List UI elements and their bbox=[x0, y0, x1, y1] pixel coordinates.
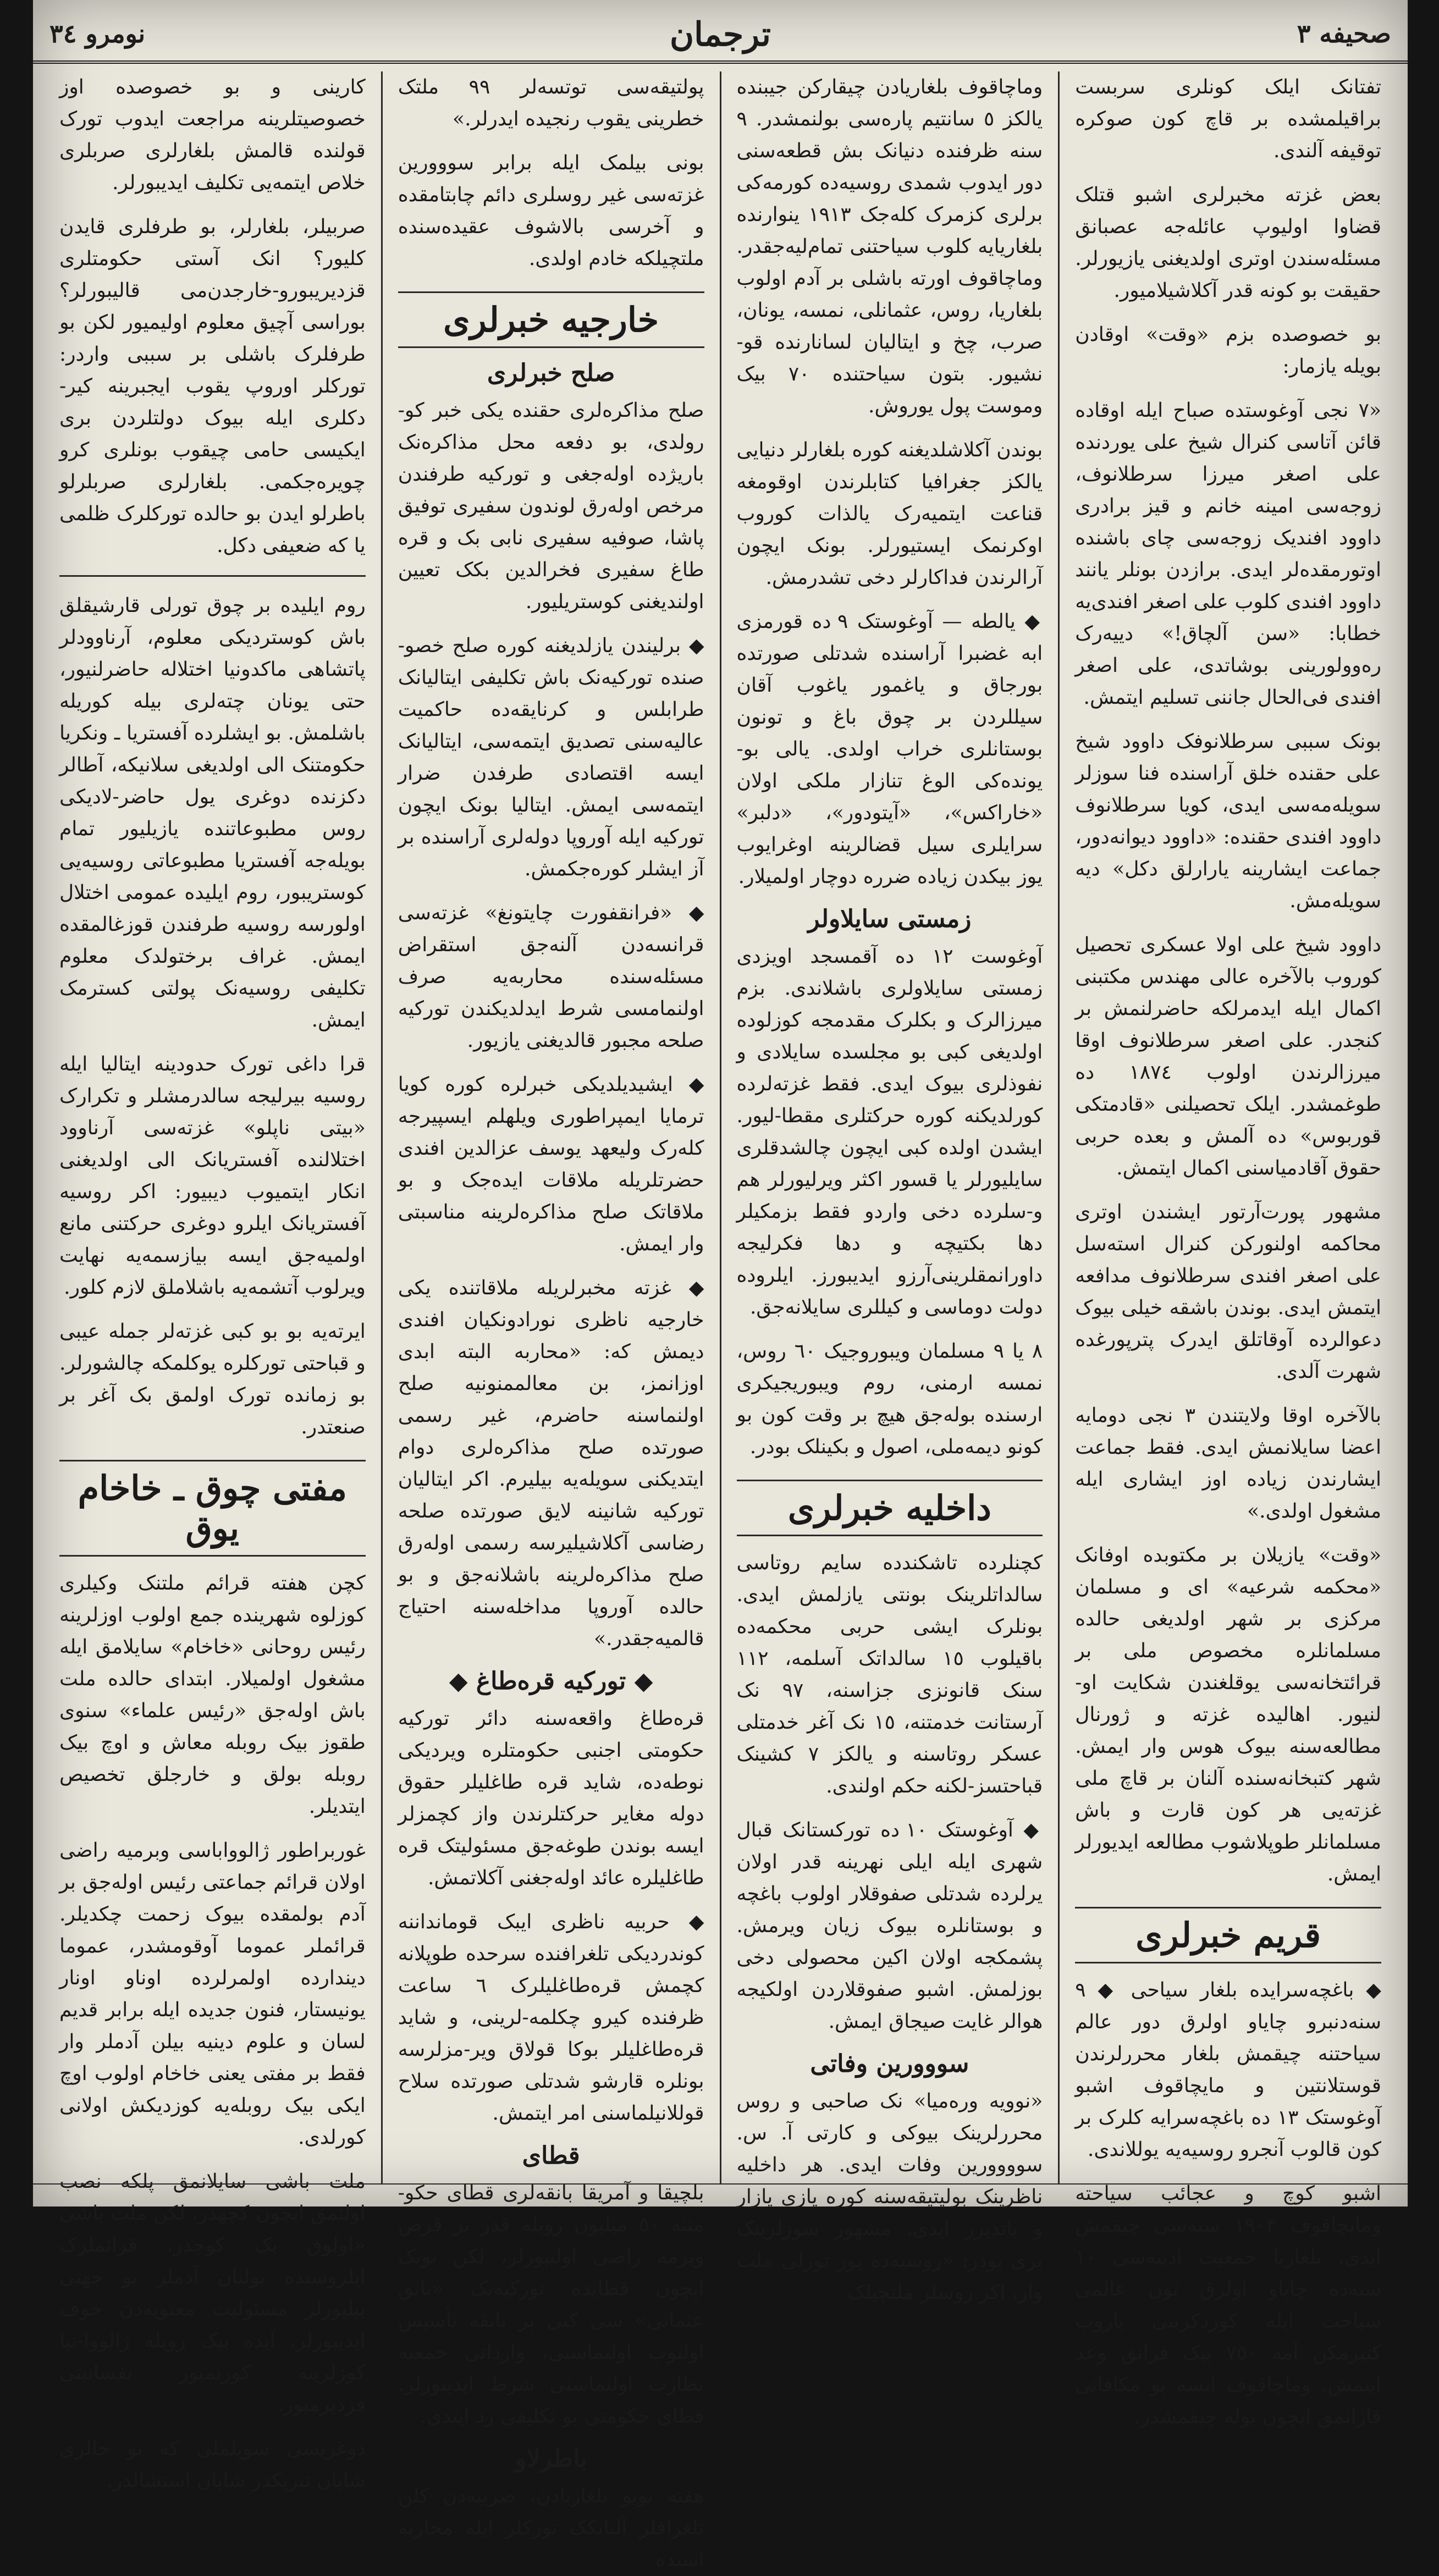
article-paragraph: ◆ «فرانقفورت چایتونغ» غزته‌سی قرانسه‌دن آلنه‌جق استقراض مسئله‌سنده محاربه‌یه صرف اولنمامسی شرط ایدلدیکندن تورکیه صلحه مجبور قالدیغنی یازیور. bbox=[398, 902, 704, 1052]
article-paragraph: هفته بویو بلغاریادن، صربیه‌دن کلن تلغرافلر آلبانکک تورکلر ایله محاربه استده bbox=[398, 2485, 704, 2571]
article-paragraph: «وقت» یازیلان بر مکتوبده اوفانک «محکمه شرعیه» ای و مسلمان مرکزی بر شهر اولدیغی حالده مسلمانلره مخصوص ملی بر قرائتخانه‌سی یوقلغندن شکایت او-لنیور. اهالیده غزته و ژورنال مطالعه‌سنه بیوک هوس وار ایمش. شهر کتبخانه‌سنده آلنان بر قاچ ملی غزته‌یی هر کون قارت و باش مسلمانلر طوپلاشوب مطالعه ایدیورلر ایمش. bbox=[1075, 1544, 1381, 1885]
article-paragraph: قرا داغی تورک حدودینه ایتالیا ایله روسیه بیرلیجه سالدرمشلر و تکرارک «بیتی ناپلو» غزته‌سی آرناوود اختلالنده آفستریانک الی اولدیغنی انکار ایتمیوب دیبیور: اکر روسیه آفستریانک ایلرو دوغری حرکتنی مانع اولمیه‌جق ایسه بیازسمه‌یه نهایت ویرلوب آتشمه‌یه باشلاملق لازم کلور. bbox=[59, 1053, 366, 1299]
column-1 bbox=[1058, 71, 1397, 2428]
section-heading: خارجیه خبرلری bbox=[398, 291, 704, 348]
article-paragraph: دوغریسی سویلملی که بو حالری شایان تبریکدر شایان استشالدر. bbox=[59, 2437, 366, 2492]
article-paragraph: تفتانک ایلک کونلری سربست براقیلمشده بر قاچ کون صوکره توقیفه آلندی. bbox=[1075, 76, 1381, 162]
section-heading: قریم خبرلری bbox=[1075, 1907, 1381, 1963]
article-paragraph: غوربراطور ژالوواباسی وبرمیه راضی اولان قرائم جماعتی رئیس اوله‌جق بر آدم بولمقده بیوک زحمت چکدیلر. قرائملر عموما آوقومشدر، عموما دیندارده اولمرلرده اوناو اونار یونیستار، فنون جدیده ایله برابر قدیم لسان و علوم دینیه بیلن آدملر وار فقط بر مفتی یعنی خاخام اولوب اوچ ایکی بیک روبله‌یه کوزدیکش اولانی کورلدی. bbox=[59, 1839, 366, 2149]
sub-heading: سووورین وفاتی bbox=[810, 2050, 969, 2078]
section-heading: مفتی چوق ـ خاخام یوق bbox=[59, 1460, 366, 1557]
sub-heading: ◆ تورکیه قره‌طاغ ◆ bbox=[449, 1667, 653, 1695]
article-paragraph: ◆ باغچه‌سرایده بلغار سیاحی ◆ ٩ سنه‌دنبرو چایاو اولرق دور عالم سیاحتنه چیقمش بلغار محررلرندن قوستلانتین و مایچاقوف اشبو آوغوستک ١٣ ده باغچه‌سرایه کلرک بر کون قالوب آنجرو روسیه‌یه یوللاندی. bbox=[1075, 1979, 1381, 2161]
page-label: صحیفه ٣ bbox=[1297, 19, 1391, 48]
article-paragraph: اشبو کوچ و عجائب سیاحته ومایچاقوف ١٩٠٣ سنه‌سی چیقمش ایدی، بلغاریا جمعیت ادبیه‌سی ١٠ سنه‌ده چایاو اولرق تون عالمی سیاحت ایله کوزدکرینی یازوب کتیرمکن آمه ٧٥٠ بیک فرانق وعد ایتمش. وماچاقوف ایسه بو مکافاتی قازانمق ایچون یوله چیقمشدر. bbox=[1075, 2182, 1382, 2428]
article-paragraph: ◆ غزته مخبرلریله ملاقاتنده یکی خارجیه ناظری نورادونکیان افندی دیمش که: «محاربه البته ابدی اوزانمز، بن معالممنونیه صلح اولنماسنه حاضرم، غیر رسمی صورتده صلح مذاکره‌لری دوام ایتدیکنی سویله‌یه بیلیرم. اکر ایتالیان تورکیه شانینه لایق صورتده صلحه رضاسی آکلاشیلیرسه رسمی اوله‌رق صلح مذاکره‌لرینه باشلانه‌جق و بو حالده آوروپا مداخله‌سنه احتیاج قالمیه‌جقدر.» bbox=[398, 1277, 704, 1650]
article-paragraph: کچنلرده تاشکندده سایم روتاسی سالداتلرینک بونتی یازلمش ایدی. بونلرک ایشی حربی محکمه‌ده باقیلوب ١٥ سالداتک آسلمه، ١١٢ سنک قانونزی جزاسنه، ٩٧ نک آرستانت خدمتنه، ١٥ نک آغر خدمتلی عسکر روتاسنه و یالکز ٧ کشینک قباحتسز-لکنه حکم اولندی. bbox=[736, 1552, 1043, 1797]
article-paragraph: ◆ حربیه ناظری ایبک قومانداننه کوندردیکی تلغرافنده سرحده طوپلانه کچمش قره‌طاغلیلرک ٦ ساعت ظرفنده کیرو چکلمه-لرینی، و شاید قره‌طاغلیلر بوکا قولاق ویر-مزلرسه بونلره قارشو شدتلی صورتده سلاح قوللانیلماسنی امر ایتمش. bbox=[398, 1911, 704, 2125]
article-paragraph: پولتیقه‌سی توتسه‌لر ٩٩ ملتک خطرینی یقوب رنجیده ایدرلر.» bbox=[398, 76, 704, 130]
masthead bbox=[33, 11, 1408, 64]
article-paragraph: آوغوست ١٢ ده آقمسجد اویزدی زمستی سایلاولری باشلاندی. بزم میرزالرک و بکلرک مقدمجه کوزلوده اولدیغی کبی بو مجلسده سایلادی و نفوذلری بیوک ایدی. فقط غزته‌لرده کورلدیکنه کوره حرکتلری مقطا-لیور. ایشدن اولده کبی ایچون چالشدقلری سایلیورلر یا قسور اکثر ویرلیورلر هم و-سلرده دخی واردو فقط بزمکیلر دها بکتیچه و دها فکرلیجه داورانمقلرینی‌آرزو ایدیبورز. ایلروده دولت دوماسی و کیللری سایلانه‌جق. bbox=[736, 945, 1043, 1319]
column-2 bbox=[720, 71, 1058, 2304]
article-paragraph: بلچیقا و آمریقا بانقه‌لری قطای حکو-متنه ٥٠ میلیون روبله قدر بر قرض ویرمه راضی اولیبورلر، لکن بونک ایچون قطایده تورکیه‌نک «بانق عثمانی» سی کبی بر بانقه تأسیس اولنوب اولنماسنی، وارداتی جمعنه نظارت اولنماسنی شرط ایدیبورلر. قطای حکومتی بو تکلیفی رد ایتدی. bbox=[398, 2182, 704, 2428]
article-paragraph: صلح مذاکره‌لری حقنده یکی خبر کو-رولدی، بو دفعه محل مذاکره‌نک باریژده اوله‌جغی و تورکیه طرفندن مرخص اوله‌رق لوندون سفیری توفیق پاشا، صوفیه سفیری نابی بک و قره طاغ سفیری فخرالدین بکک تعیین اولندیغنی کوستریلیور. bbox=[398, 399, 704, 613]
article-paragraph: مشهور پورت‌آرتور ایشندن اوتری محاکمه اولنورکن کنرال استه‌سل علی اصغر افندی سرطلانوف مدافعه ایتمش ایدی. بوندن باشقه خیلی بیوک دعوالرده آوقاتلق ایدرک پترپورغده شهرت آلدی. bbox=[1075, 1201, 1381, 1383]
column-divider-rule bbox=[59, 575, 366, 577]
article-paragraph: ◆ یالطه — آوغوستک ٩ ده قورمزی ابه غضبرا آراسنده شدتلی صورتده بورجاق و یاغمور یاغوب آقان سیللردن بر چوق باغ و تونون بوستانلری خراب اولدی. یالی بو-یونده‌کی الوغ تنازار ملکی اولان «خاراکس»، «آیتودور»، «دلبر» سرایلری سیل قضالرینه اوغرایوب یوز بیکدن زیاده ضرره دوچار اولمیلار. bbox=[736, 610, 1043, 888]
issue-label: نومرو ٣٤ bbox=[49, 19, 146, 48]
footer-rule bbox=[33, 2183, 1408, 2207]
article-paragraph: «نوویه وره‌میا» نک صاحبی و روس محررلرینک بیوکی و کارتی آ. س. سوووورین وفات ایدی. هر داخلیه ناظرینک بولیتیقه‌سنه کوره یازی یازار و باتدیرر ایدی. مشهور سوزلرینک بری بودر: «روسیه‌ده یوز تورلی ملت وار، اکر روسلر ملتچیلک bbox=[736, 2090, 1043, 2304]
article-paragraph: بونی بیلمک ایله برابر سووورین غزته‌سی غیر روسلری دائم چابتامقده و آخرسی بالاشوف عقیده‌سنده ملتچیلکه خادم اولدی. bbox=[398, 152, 704, 270]
column-3 bbox=[381, 71, 720, 2571]
article-paragraph: بوندن آکلاشلدیغنه کوره بلغارلر دنیایی یالکز جغرافیا کتابلرندن اوقومغه قناعت ایتمیه‌رک یالذات کوروب اوکرنمک ایستیورلر. بونک ایچون آرالرندن فداکارلر دخی تشدرمش. bbox=[736, 439, 1043, 589]
article-paragraph: صربیلر، بلغارلر، بو طرفلری قایدن کلیور؟ انک آستی حکومتلری قزدیریبورو-خارجدن‌می قالیبورلر؟ بوراسی آچیق معلوم اولیمیور لکن بو طرفلرک باشلی بر سببی واردر: تورکلر اوروپ یقوب ایجبرینه کیر-دکلری ایله بیوک دولتلردن بری ایکیسی حامی چیقوب بونلری کرو چویره‌جکمی. بلغارلری صربلرلو باطرلو ایدن بو حالده تورکلرک ظلمی یا که ضعیفی دکل. bbox=[59, 216, 366, 557]
sub-heading: باطرلاو bbox=[515, 2445, 587, 2473]
sub-heading: صلح خبرلری bbox=[487, 359, 615, 387]
article-columns bbox=[44, 71, 1397, 2571]
article-paragraph: روم ایلیده بر چوق تورلی قارشیقلق باش کوستردیکی معلوم، آرناوودلر پاتشاهی ماکدونیا اختلاله حاضرلنیور، حتی یونان چته‌لری بیله کوریله باشلمش. بو ایشلرده آفستریا ـ ونکریا حکومتنک الی اولدیغی سلانیکه، آطالر دکزنده دوغری یول حاضر-لادیکی روس مطبوعاتنده یازیلیور تمام بویله‌جه آفستریا مطبوعاتی روسیه‌یی کوستریبور، روم ایلیده عمومی اختلال اولورسه روسیه طرفندن قوزغالمقده ایمش. غراف برختولدک معلوم تکلیفی روسیه‌نک پولتی کسترمک ایمش. bbox=[59, 594, 366, 1031]
article-paragraph: کارینی و بو خصوصده اوز خصوصیتلرینه مراجعت ایدوب تورک قولنده قالمش بلغارلری صربلری خلاص ایتمه‌یی تکلیف ایدیبورلر. bbox=[59, 76, 366, 194]
article-paragraph: داوود شیخ علی اولا عسکری تحصیل کوروب بالآخره عالی مهندس مکتبنی اکمال ایله ایدمرلکه حاضرلنمش بر کنجدر. علی اصغر سرطلانوف اوقا میرزالرندن اولوب ١٨٧٤ ده طوغمشدر. ایلک تحصیلنی «قادمتکی قوربوس» ده آلمش و بعده حربی حقوق آقادمیاسنی اکمال ایتمش. bbox=[1075, 934, 1382, 1179]
newspaper-title: ترجمان bbox=[670, 15, 771, 54]
article-paragraph: «٧ نجی آوغوستده صباح ایله اوقاده قائن آتاسی کنرال شیخ علی یوردنده علی اصغر میرزا سرطلانوف، زوجه‌سی امینه خانم و قیز برادری داوود افندیک زوجه‌سی چای باشنده اوتورمقده‌لر ایدی. برازدن بونلر یانند داوود افندی کلوب علی اصغر افندی‌یه خطابا: «سن آلچاق!» دییه‌رک ره‌وولورینی بوشاتدی، علی اصغر افندی فی‌الحال جاننی تسلیم ایتمش. bbox=[1075, 399, 1381, 709]
article-paragraph: ◆ ایشیدیلدیکی خبرلره کوره کویا ترمایا ایمپراطوری ویلهلم ایسپیرجه کله‌رک ولیعهد یوسف عزالدین افندی حضرتلریله ملاقات ایده‌جک و بو ملاقاتک صلح مذاکره‌لرینه مناسبتی وار ایمش. bbox=[398, 1073, 704, 1255]
section-heading: داخلیه خبرلری bbox=[737, 1480, 1043, 1536]
article-paragraph: کچن هفته قرائم ملتنک وکیلری کوزلوه شهرینده جمع اولوب اوزلرینه رئیس روحانی «خاخام» سایلامق ایله مشغول اولمیلار. ابتدای حالده ملت باش اوله‌جق «رئیس علماء» سنوی طقوز بیک روبله معاش و اوچ بیک روبله بولق و خارجلق تخصیص ایتدیلر. bbox=[59, 1572, 366, 1818]
newspaper-page bbox=[33, 0, 1408, 2571]
sub-heading: زمستی سایلاولر bbox=[808, 905, 972, 933]
article-paragraph: بو خصوصده بزم «وقت» اوقادن بویله یازمار: bbox=[1075, 323, 1381, 378]
article-paragraph: ایرته‌یه بو بو کبی غزته‌لر جمله عیبی و قباحتی تورکلره یوکلمکه چالشورلر. بو زمانده تورک اولمق بک آغر بر صنعتدر. bbox=[59, 1320, 366, 1438]
article-paragraph: ٨ یا ٩ مسلمان ویبوروجیک ٦٠ روس، نمسه ارمنی، روم ویبوریجیکری ارسنده بوله‌جق هیچ بر وقت کون بو کونو دیمه‌ملی، اصول و بکینلک بودر. bbox=[736, 1340, 1043, 1458]
article-paragraph: بونک سببی سرطلانوفک داوود شیخ علی حقنده خلق آراسنده فنا سوزلر سویله‌مه‌سی ایدی، کویا سرطلانوف داوود افندی حقنده: «داوود دیوانه‌دور، جماعت ایشارینه یارارلق دکل» دیه سویله‌مش. bbox=[1075, 730, 1381, 912]
article-paragraph: بعض غزته مخبرلری اشبو قتلک قضاوا اولیوپ عائله‌جه عصبانق مسئله‌سندن اوتری اولدیغنی یازیورلر. حقیقت بو کونه قدر آکلاشیلامیور. bbox=[1075, 184, 1381, 302]
article-paragraph: ◆ برلیندن یازلدیغنه کوره صلح خصو-صنده تورکیه‌نک باش تکلیفی ایتالیانک طرابلس و کرنایقه‌ده حاکمیت عالیه‌سنی تصدیق ایتمه‌سی، ایتالیانک ایسه اقتصادی طرفدن ضرار ایتمه‌سی ایمش. ایتالیا بونک ایچون تورکیه ایله آوروپا دوله‌لری آراسنده بر آز ایشلر کوره‌جکمش. bbox=[398, 635, 704, 880]
article-paragraph: وماچاقوف بلغاریادن چیقارکن جیبنده یالکز ٥ سانتیم پاره‌سی بولنمشدر. ٩ سنه ظرفنده دنیانک بش قطعه‌سنی دور ایدوب شمدی روسیه‌ده کورمه‌کی برلری کزمرک کله‌جک ١٩١٣ ینوارنده بلغاریایه کلوب سیاحتنی تمام‌لیه‌جقدر. وماچاقوف اورته باشلی بر آدم اولوب بلغاریا، روس، عثمانلی، نمسه، یونان، صرب، چخ و ایتالیان لسانارنده قو-نشیور. بتون سیاحتنده ٧٠ بیک وموست پول یوروش. bbox=[736, 76, 1043, 417]
article-paragraph: بالآخره اوقا ولایتندن ٣ نجی دومایه اعضا سایلانمش ایدی. فقط جماعت ایشارندن زیاده اوز ایشاری ایله مشغول اولدی.» bbox=[1075, 1404, 1382, 1523]
article-paragraph: قره‌طاغ واقعه‌سنه دائر تورکیه حکومتی اجنبی حکومتلره ویردیکی نوطه‌ده، شاید قره طاغلیلر حقوق دوله مغایر حرکتلرندن واز کچمزلر ایسه بوندن طوغه‌جق مسئولیتک قره طاغلیلره عائد اوله‌جغنی آکلاتمش. bbox=[398, 1707, 704, 1889]
column-4 bbox=[44, 71, 381, 2492]
article-paragraph: ◆ آوغوستک ١٠ ده تورکستانک قبال شهری ایله ایلی نهرینه قدر اولان یرلرده شدتلی صفوقلار اولوب باغچه و بوستانلره بیوک زیان ویرمش. پشمکجه اولان اکین محصولی دخی بوزلمش. اشبو صفوقلاردن اولکیجه هوالر غایت صیجاق ایمش. bbox=[736, 1819, 1043, 2033]
sub-heading: قطای bbox=[522, 2142, 580, 2170]
article-paragraph: ملت باشی سایلانمق پلکه نصب اولنمق ایچون کچهدر، لکن ملت باشی «اولوق بک کوچدر، قرائملرک ایلروسنده بولنان آدملر بو جهتی بیلیورلر مسئولیت معنویه‌دن خوف ایدیبورلر، آیده بیک روبله ژالووا-نیا کوزلرینه کورنمیور نفسانیتی قزدیرمیور. bbox=[59, 2170, 366, 2416]
